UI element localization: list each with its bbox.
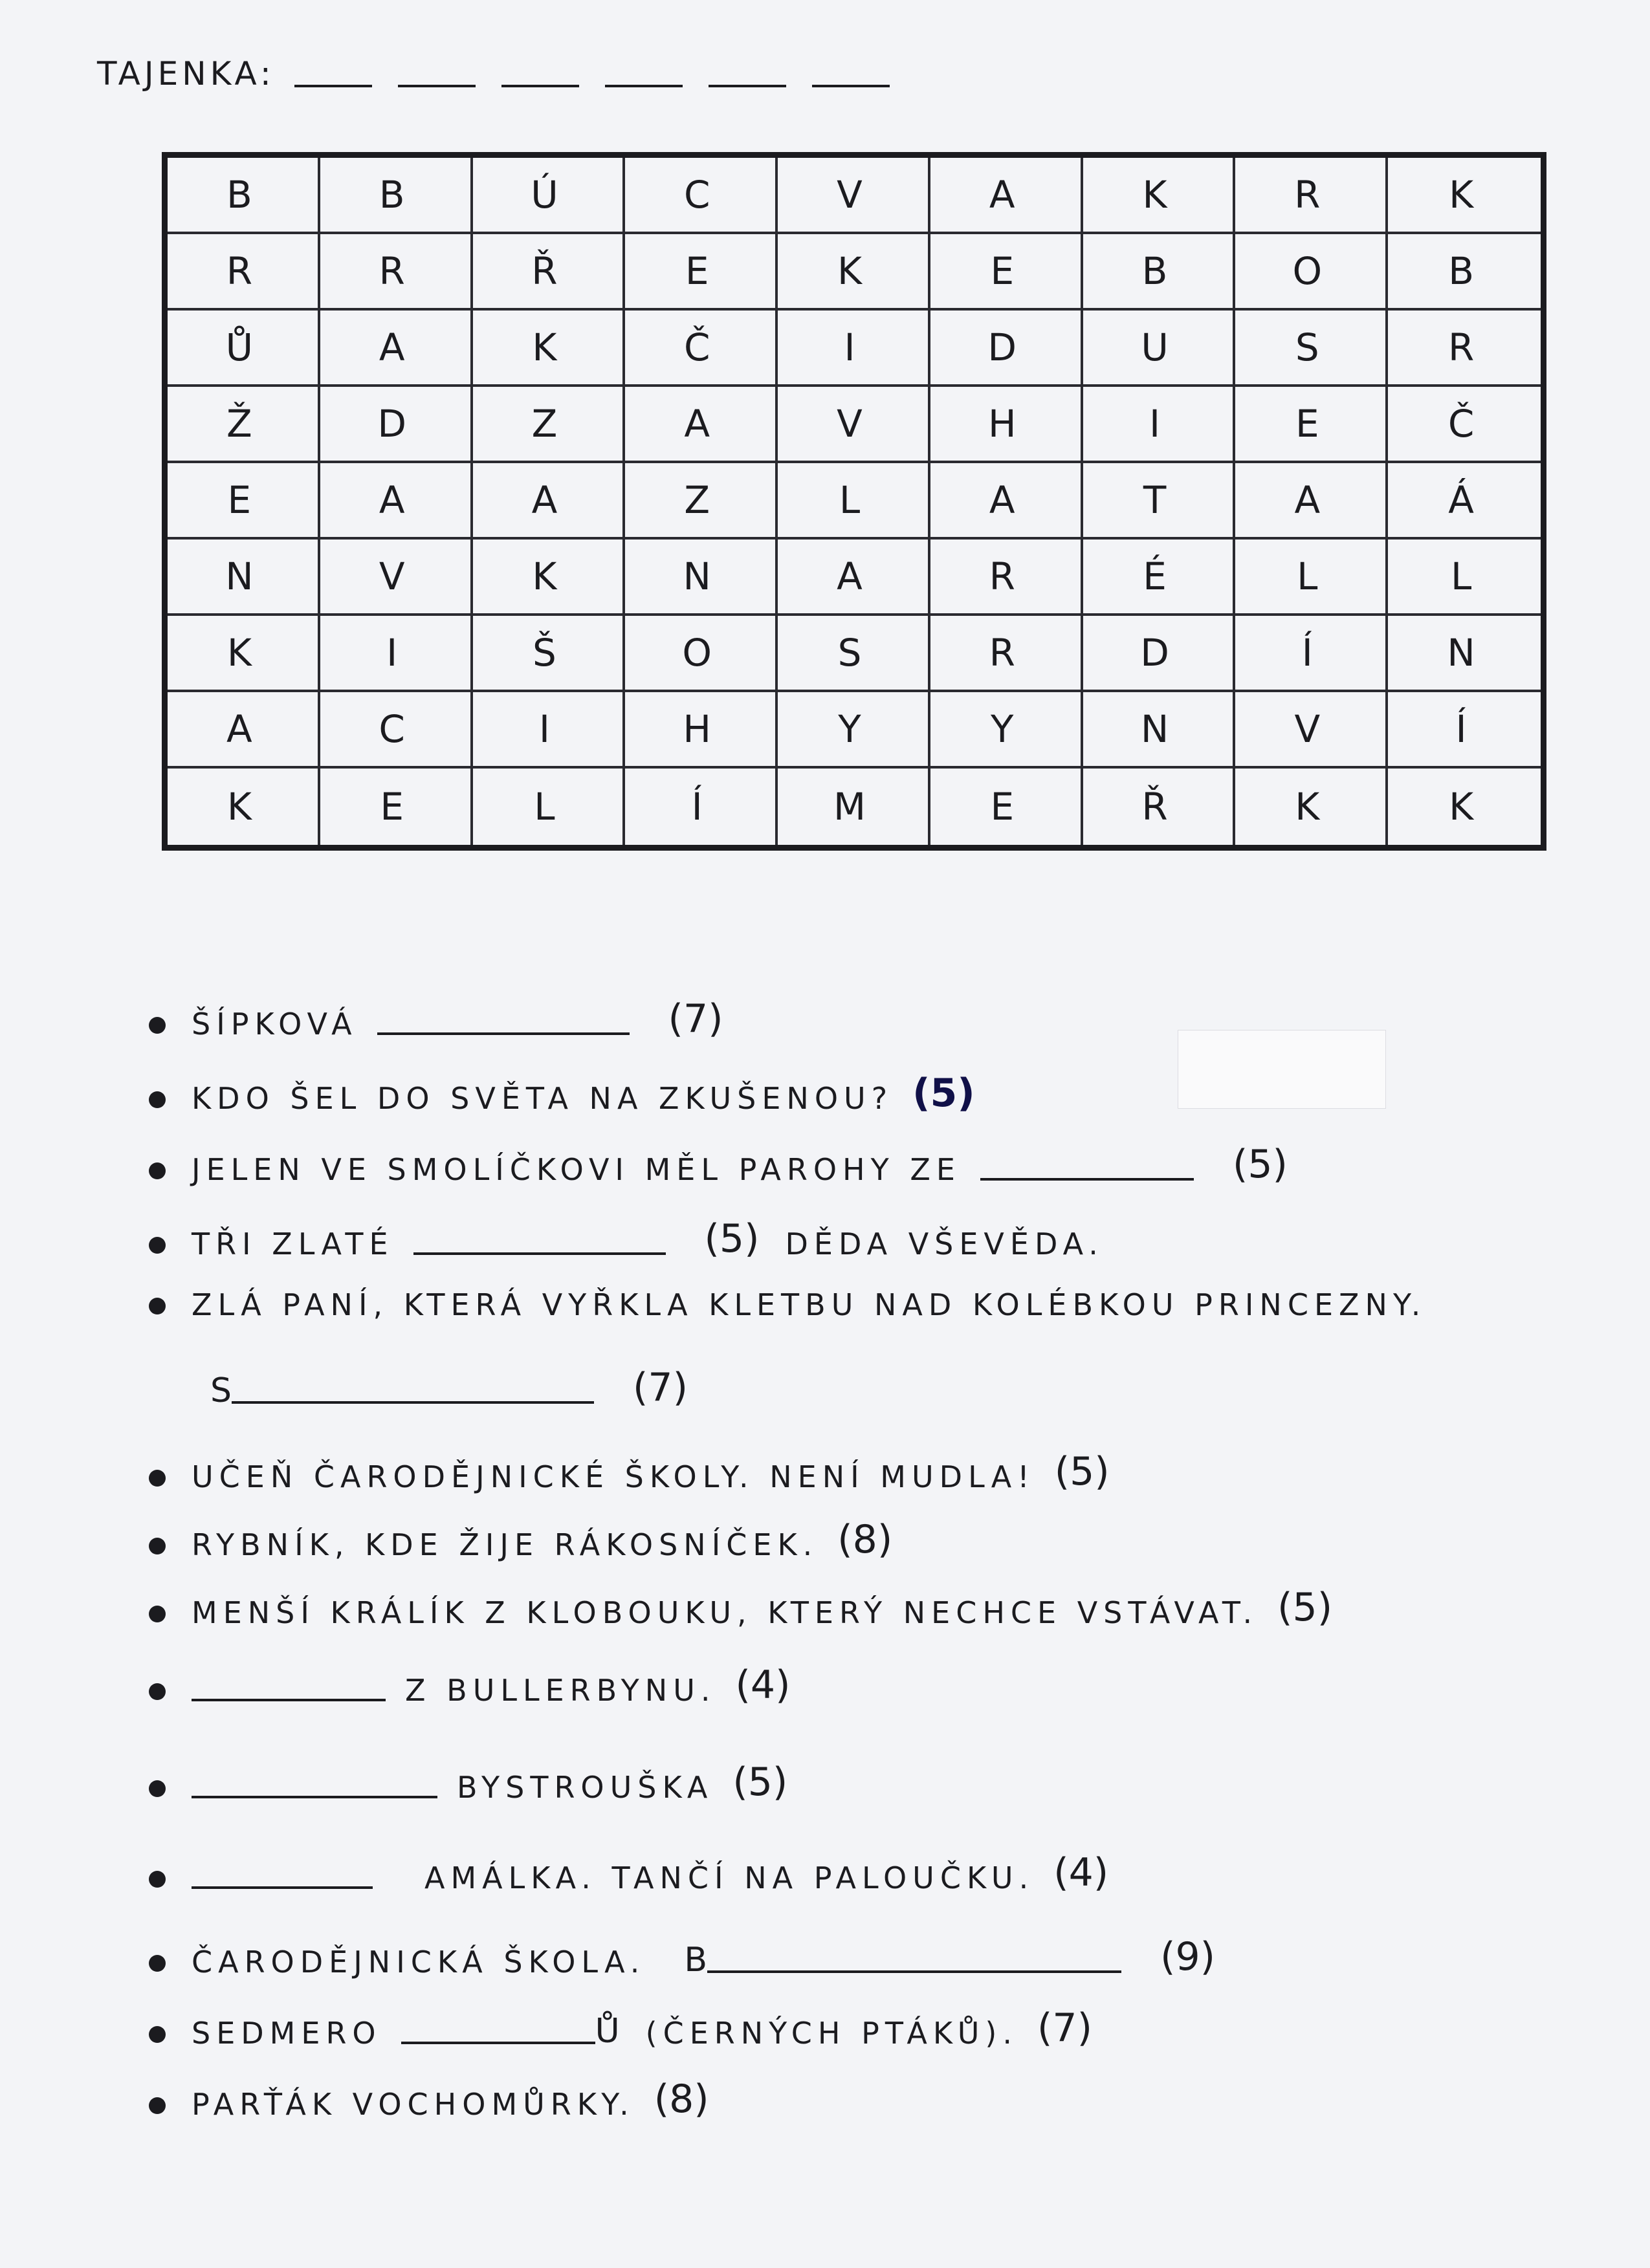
clue-8 — [149, 1585, 1332, 1630]
grid-cell[interactable]: R — [1235, 158, 1388, 234]
grid-cell[interactable]: Ž — [168, 387, 320, 463]
tajenka-label: TAJENKA: — [97, 55, 275, 93]
grid-cell[interactable]: U — [1083, 311, 1236, 387]
grid-cell[interactable]: S — [778, 616, 930, 692]
answer-blank[interactable] — [707, 1970, 1121, 1973]
grid-cell[interactable]: C — [320, 692, 473, 769]
grid-cell[interactable]: B — [168, 158, 320, 234]
grid-cell[interactable]: A — [930, 158, 1083, 234]
grid-cell[interactable]: Č — [625, 311, 778, 387]
grid-cell[interactable]: O — [1235, 234, 1388, 311]
grid-cell[interactable]: D — [320, 387, 473, 463]
tape-strip — [1178, 1030, 1386, 1109]
grid-cell[interactable]: K — [1235, 769, 1388, 845]
bullet — [149, 1470, 166, 1487]
grid-cell[interactable]: M — [778, 769, 930, 845]
grid-cell[interactable]: V — [320, 540, 473, 616]
grid-cell[interactable]: Í — [1388, 692, 1541, 769]
clue-text: ZLÁ PANÍ, KTERÁ VYŘKLA KLETBU NAD KOLÉBKOU PRINCEZNY. — [192, 1287, 1427, 1322]
grid-cell[interactable]: Z — [625, 463, 778, 540]
answer-blank[interactable] — [192, 1886, 373, 1889]
grid-cell[interactable]: Ú — [473, 158, 626, 234]
grid-cell[interactable]: B — [1083, 234, 1236, 311]
clue-text: AMÁLKA. TANČÍ NA PALOUČKU. — [424, 1860, 1035, 1895]
answer-prefix: S — [210, 1371, 232, 1410]
clue-text: RYBNÍK, KDE ŽIJE RÁKOSNÍČEK. — [192, 1527, 819, 1562]
grid-cell[interactable]: K — [473, 311, 626, 387]
bullet — [149, 1017, 166, 1034]
grid-cell[interactable]: I — [1083, 387, 1236, 463]
grid-cell[interactable]: E — [320, 769, 473, 845]
answer-blank[interactable] — [192, 1796, 437, 1798]
grid-cell[interactable]: Y — [778, 692, 930, 769]
grid-cell[interactable]: N — [625, 540, 778, 616]
grid-cell[interactable]: K — [1388, 158, 1541, 234]
grid-cell[interactable]: D — [1083, 616, 1236, 692]
clue-12 — [149, 1934, 1215, 1979]
letter-count: (4) — [735, 1663, 791, 1708]
bullet — [149, 2026, 166, 2043]
letter-count: (8) — [654, 2077, 709, 2122]
grid-cell[interactable]: T — [1083, 463, 1236, 540]
grid-cell[interactable]: I — [320, 616, 473, 692]
letter-grid — [162, 152, 1546, 851]
grid-cell[interactable]: S — [1235, 311, 1388, 387]
bullet — [149, 1538, 166, 1554]
tajenka-blank[interactable] — [709, 85, 786, 87]
grid-cell[interactable]: K — [1449, 785, 1480, 829]
grid-cell[interactable]: A — [778, 540, 930, 616]
grid-cell[interactable]: R — [168, 234, 320, 311]
letter-count: (5) — [1054, 1449, 1110, 1494]
grid-cell[interactable]: A — [320, 311, 473, 387]
grid-cell[interactable]: Y — [930, 692, 1083, 769]
clue-5 — [149, 1287, 1426, 1322]
clue-text: MENŠÍ KRÁLÍK Z KLOBOUKU, KTERÝ NECHCE VSTÁVAT. — [192, 1595, 1259, 1630]
grid-cell[interactable]: N — [1388, 616, 1541, 692]
clue-text: Z BULLERBYNU. — [405, 1673, 716, 1708]
grid-cell[interactable]: Á — [1388, 463, 1541, 540]
clue-3 — [149, 1142, 1288, 1187]
answer-suffix: Ů — [595, 2012, 620, 2051]
grid-cell[interactable]: V — [778, 158, 930, 234]
grid-cell[interactable]: L — [473, 769, 626, 845]
letter-count: (9) — [1160, 1934, 1216, 1979]
bullet — [149, 1091, 166, 1108]
grid-cell[interactable]: Í — [1235, 616, 1388, 692]
clue-text: JELEN VE SMOLÍČKOVI MĚL PAROHY ZE — [192, 1152, 961, 1187]
grid-cell[interactable]: R — [320, 234, 473, 311]
grid-cell[interactable]: I — [473, 692, 626, 769]
grid-cell[interactable]: E — [168, 463, 320, 540]
letter-count: (5) — [732, 1760, 788, 1805]
grid-cell[interactable]: K — [778, 234, 930, 311]
tajenka-blank[interactable] — [812, 85, 890, 87]
grid-cell[interactable]: K — [168, 769, 320, 845]
grid-cell[interactable]: E — [930, 769, 1083, 845]
tajenka-blanks — [294, 85, 890, 87]
grid-cell[interactable]: B — [320, 158, 473, 234]
grid-cell[interactable]: I — [778, 311, 930, 387]
clue-7 — [149, 1517, 892, 1562]
clue-4 — [149, 1216, 1104, 1261]
bullet — [149, 1955, 166, 1972]
grid-cell[interactable]: V — [1235, 692, 1388, 769]
grid-cell[interactable]: H — [625, 692, 778, 769]
grid-cell[interactable]: H — [930, 387, 1083, 463]
grid-cell[interactable]: A — [625, 387, 778, 463]
grid-cell[interactable]: V — [778, 387, 930, 463]
letter-count: (5) — [1232, 1142, 1288, 1187]
bullet — [149, 1606, 166, 1622]
grid-cell[interactable]: Z — [473, 387, 626, 463]
answer-blank[interactable] — [377, 1032, 630, 1035]
clue-10 — [149, 1760, 787, 1805]
bullet — [149, 1298, 166, 1314]
letter-count: (4) — [1053, 1850, 1109, 1895]
grid-cell[interactable]: A — [1235, 463, 1388, 540]
tajenka-blank[interactable] — [605, 85, 683, 87]
letter-count: (7) — [1037, 2005, 1092, 2051]
clue-9 — [149, 1663, 791, 1708]
grid-cell[interactable]: L — [778, 463, 930, 540]
grid-cell[interactable]: Í — [625, 769, 778, 845]
grid-cell[interactable]: O — [625, 616, 778, 692]
clue-text: TŘI ZLATÉ — [192, 1227, 394, 1261]
letter-count: (5) — [912, 1071, 975, 1116]
grid-cell[interactable]: C — [625, 158, 778, 234]
clue-text: SEDMERO — [192, 2016, 382, 2051]
grid-cell[interactable]: R — [930, 540, 1083, 616]
answer-prefix: B — [684, 1941, 708, 1979]
clue-text-2: DĚDA VŠEVĚDA. — [785, 1227, 1104, 1261]
grid-cell[interactable]: L — [1235, 540, 1388, 616]
tajenka-blank[interactable] — [294, 85, 372, 87]
letter-count: (5) — [704, 1216, 760, 1261]
grid-cell[interactable]: Ř — [1083, 769, 1236, 845]
clue-1 — [149, 996, 723, 1041]
clue-text: PARŤÁK VOCHOMŮRKY. — [192, 2087, 635, 2122]
answer-blank[interactable] — [980, 1178, 1194, 1181]
grid-cell[interactable]: A — [320, 463, 473, 540]
clue-text: ŠÍPKOVÁ — [192, 1007, 358, 1041]
grid-cell[interactable]: Ů — [168, 311, 320, 387]
bullet — [149, 1780, 166, 1797]
grid-cell[interactable]: E — [625, 234, 778, 311]
grid-cell[interactable]: A — [930, 463, 1083, 540]
letter-count: (7) — [668, 996, 723, 1041]
tajenka-blank[interactable] — [501, 85, 579, 87]
grid-cell[interactable]: Š — [473, 616, 626, 692]
grid-cell[interactable]: A — [168, 692, 320, 769]
grid-cell[interactable]: L — [1388, 540, 1541, 616]
clue-6 — [149, 1449, 1110, 1494]
grid-cell[interactable]: E — [1235, 387, 1388, 463]
grid-cell[interactable]: N — [168, 540, 320, 616]
bullet — [149, 1683, 166, 1700]
grid-cell[interactable]: R — [930, 616, 1083, 692]
grid-cell[interactable]: K — [1083, 158, 1236, 234]
grid-cell[interactable]: K — [168, 616, 320, 692]
clue-text: UČEŇ ČARODĚJNICKÉ ŠKOLY. NENÍ MUDLA! — [192, 1459, 1035, 1494]
clue-text: BYSTROUŠKA — [457, 1770, 714, 1805]
letter-count: (5) — [1277, 1585, 1333, 1630]
grid-cell[interactable]: E — [930, 234, 1083, 311]
tajenka-header — [97, 55, 890, 93]
answer-blank[interactable] — [192, 1699, 386, 1701]
clue-2 — [149, 1071, 975, 1116]
grid-cell[interactable]: B — [1388, 234, 1541, 311]
clue-text: KDO ŠEL DO SVĚTA NA ZKUŠENOU? — [192, 1081, 894, 1116]
clue-13 — [149, 2005, 1092, 2051]
grid-cell[interactable]: R — [1388, 311, 1541, 387]
letter-count: (7) — [633, 1365, 688, 1410]
bullet — [149, 1237, 166, 1254]
answer-blank[interactable] — [401, 2042, 595, 2044]
grid-cell[interactable]: N — [1083, 692, 1236, 769]
clue-text: ČARODĚJNICKÁ ŠKOLA. — [192, 1945, 646, 1979]
clue-14 — [149, 2077, 709, 2122]
clue-11 — [149, 1850, 1108, 1895]
answer-blank[interactable] — [413, 1252, 666, 1255]
grid-cell[interactable]: É — [1083, 540, 1236, 616]
bullet — [149, 1871, 166, 1888]
clue-5-answer — [210, 1365, 688, 1410]
answer-blank[interactable] — [232, 1401, 594, 1404]
bullet — [149, 2097, 166, 2114]
grid-cell[interactable]: Č — [1388, 387, 1541, 463]
letter-count: (8) — [837, 1517, 893, 1562]
grid-cell[interactable]: Ř — [473, 234, 626, 311]
grid-cell[interactable]: A — [473, 463, 626, 540]
bullet — [149, 1162, 166, 1179]
tajenka-blank[interactable] — [398, 85, 476, 87]
clue-text-2: (ČERNÝCH PTÁKŮ). — [645, 2016, 1018, 2051]
grid-cell[interactable]: D — [930, 311, 1083, 387]
grid-cell[interactable]: K — [473, 540, 626, 616]
